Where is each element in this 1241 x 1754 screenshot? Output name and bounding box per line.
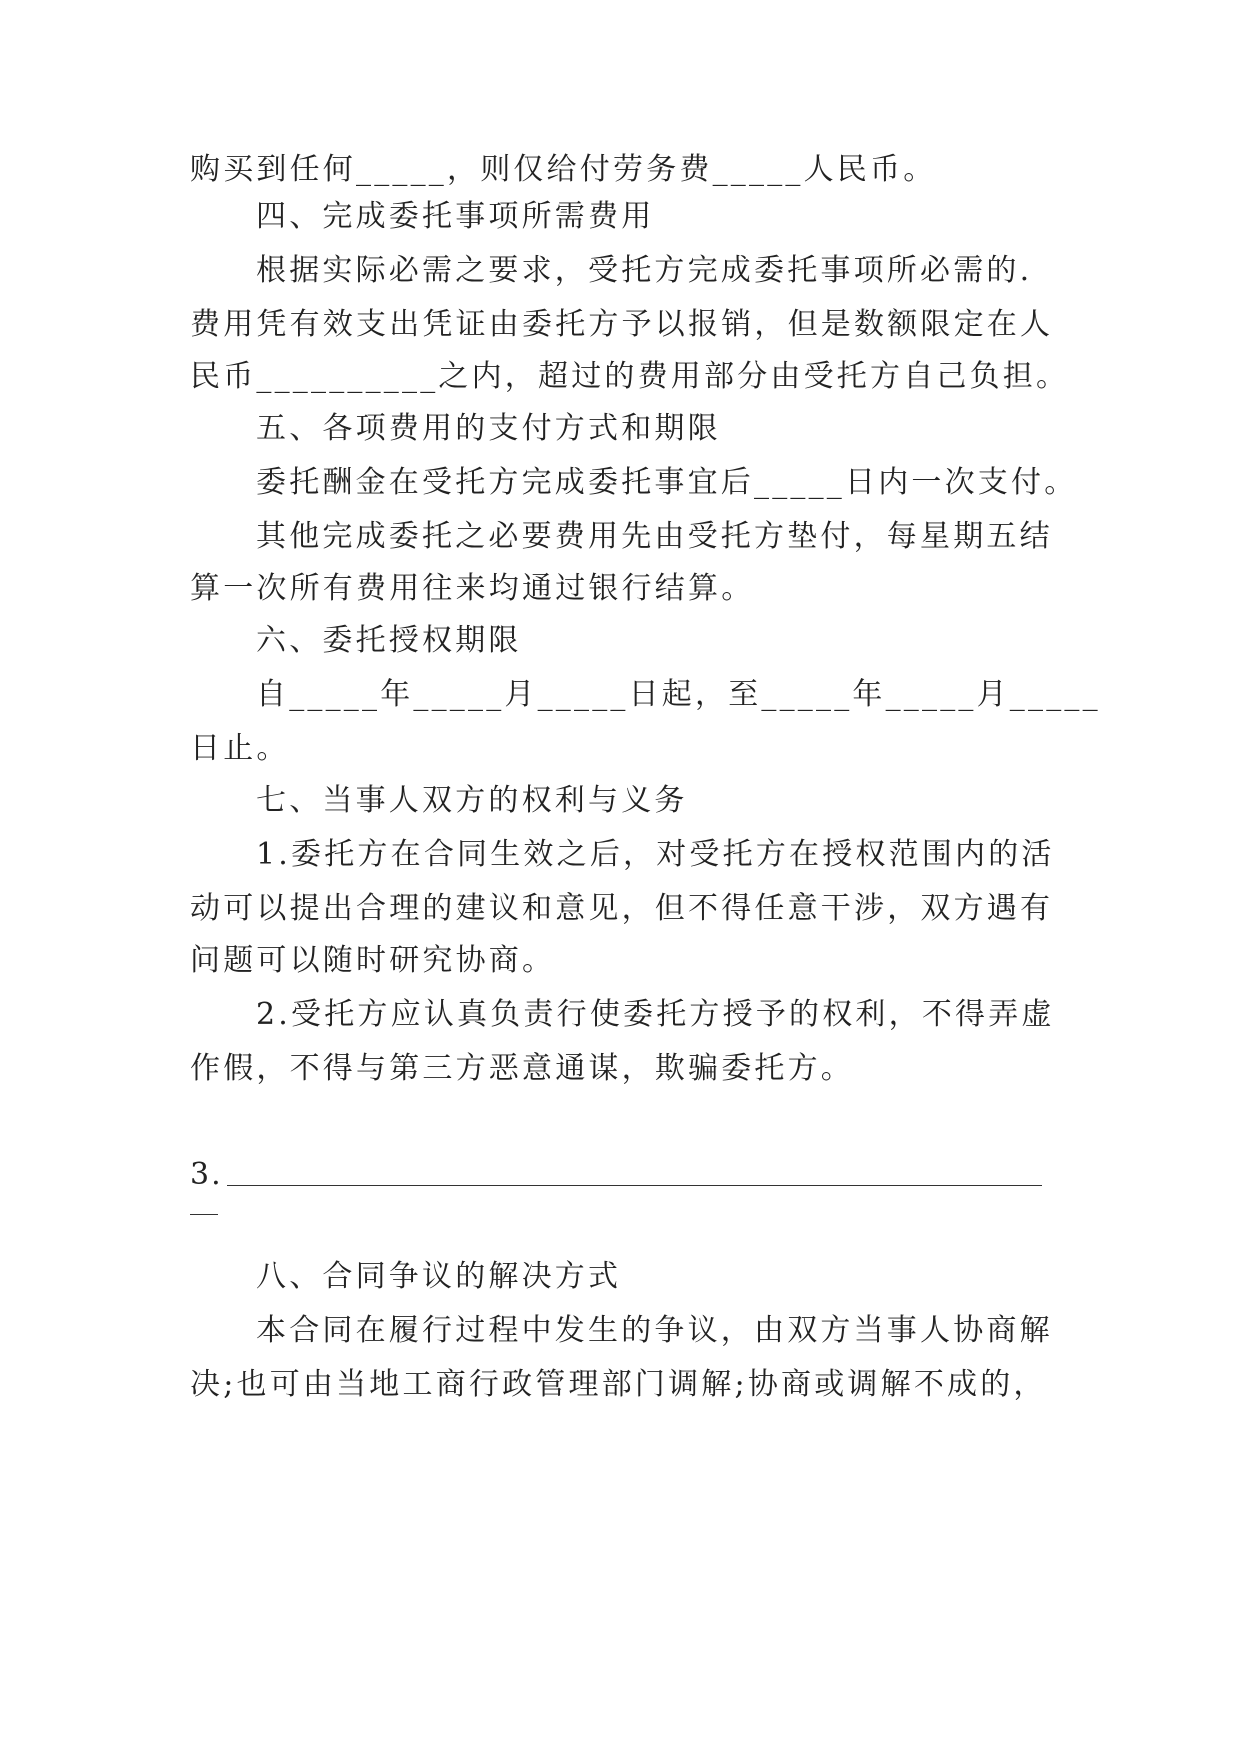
text-line: 动可以提出合理的建议和意见，但不得任意干涉，双方遇有 [190, 891, 1054, 926]
blank-fill-line [227, 1183, 1042, 1186]
text-line: 费用凭有效支出凭证由委托方予以报销，但是数额限定在人 [190, 307, 1054, 342]
section-heading-4: 四、完成委托事项所需费用 [256, 199, 655, 234]
text-line: 委托酬金在受托方完成委托事宜后_____日内一次支付。 [256, 465, 1078, 500]
text-line: 购买到任何_____，则仅给付劳务费_____人民币。 [190, 152, 937, 187]
text-line: 2.受托方应认真负责行使委托方授予的权利，不得弄虚 [256, 997, 1055, 1032]
section-heading-6: 六、委托授权期限 [256, 623, 522, 658]
clause-number: 3. [190, 1157, 223, 1192]
text-line: 算一次所有费用往来均通过银行结算。 [190, 571, 755, 606]
text-line: 其他完成委托之必要费用先由受托方垫付，每星期五结 [256, 519, 1053, 554]
text-line: 民币__________之内，超过的费用部分由受托方自己负担。 [190, 359, 1070, 394]
text-line: 自_____年_____月_____日起，至_____年_____月_____ [256, 677, 1101, 712]
text-line: 问题可以随时研究协商。 [190, 943, 556, 978]
text-line: 作假，不得与第三方恶意通谋，欺骗委托方。 [190, 1051, 854, 1086]
text-line: 本合同在履行过程中发生的争议，由双方当事人协商解 [256, 1313, 1053, 1348]
text-line: 决;也可由当地工商行政管理部门调解;协商或调解不成的， [190, 1367, 1047, 1402]
text-line: 根据实际必需之要求，受托方完成委托事项所必需的. [256, 253, 1033, 288]
blank-clause-3 [190, 1155, 1042, 1195]
text-line: 日止。 [190, 731, 290, 766]
blank-fill-line-tail [190, 1214, 218, 1215]
section-heading-5: 五、各项费用的支付方式和期限 [256, 411, 721, 446]
text-line: 1.委托方在合同生效之后，对受托方在授权范围内的活 [256, 837, 1055, 872]
section-heading-7: 七、当事人双方的权利与义务 [256, 783, 688, 818]
section-heading-8: 八、合同争议的解决方式 [256, 1259, 622, 1294]
